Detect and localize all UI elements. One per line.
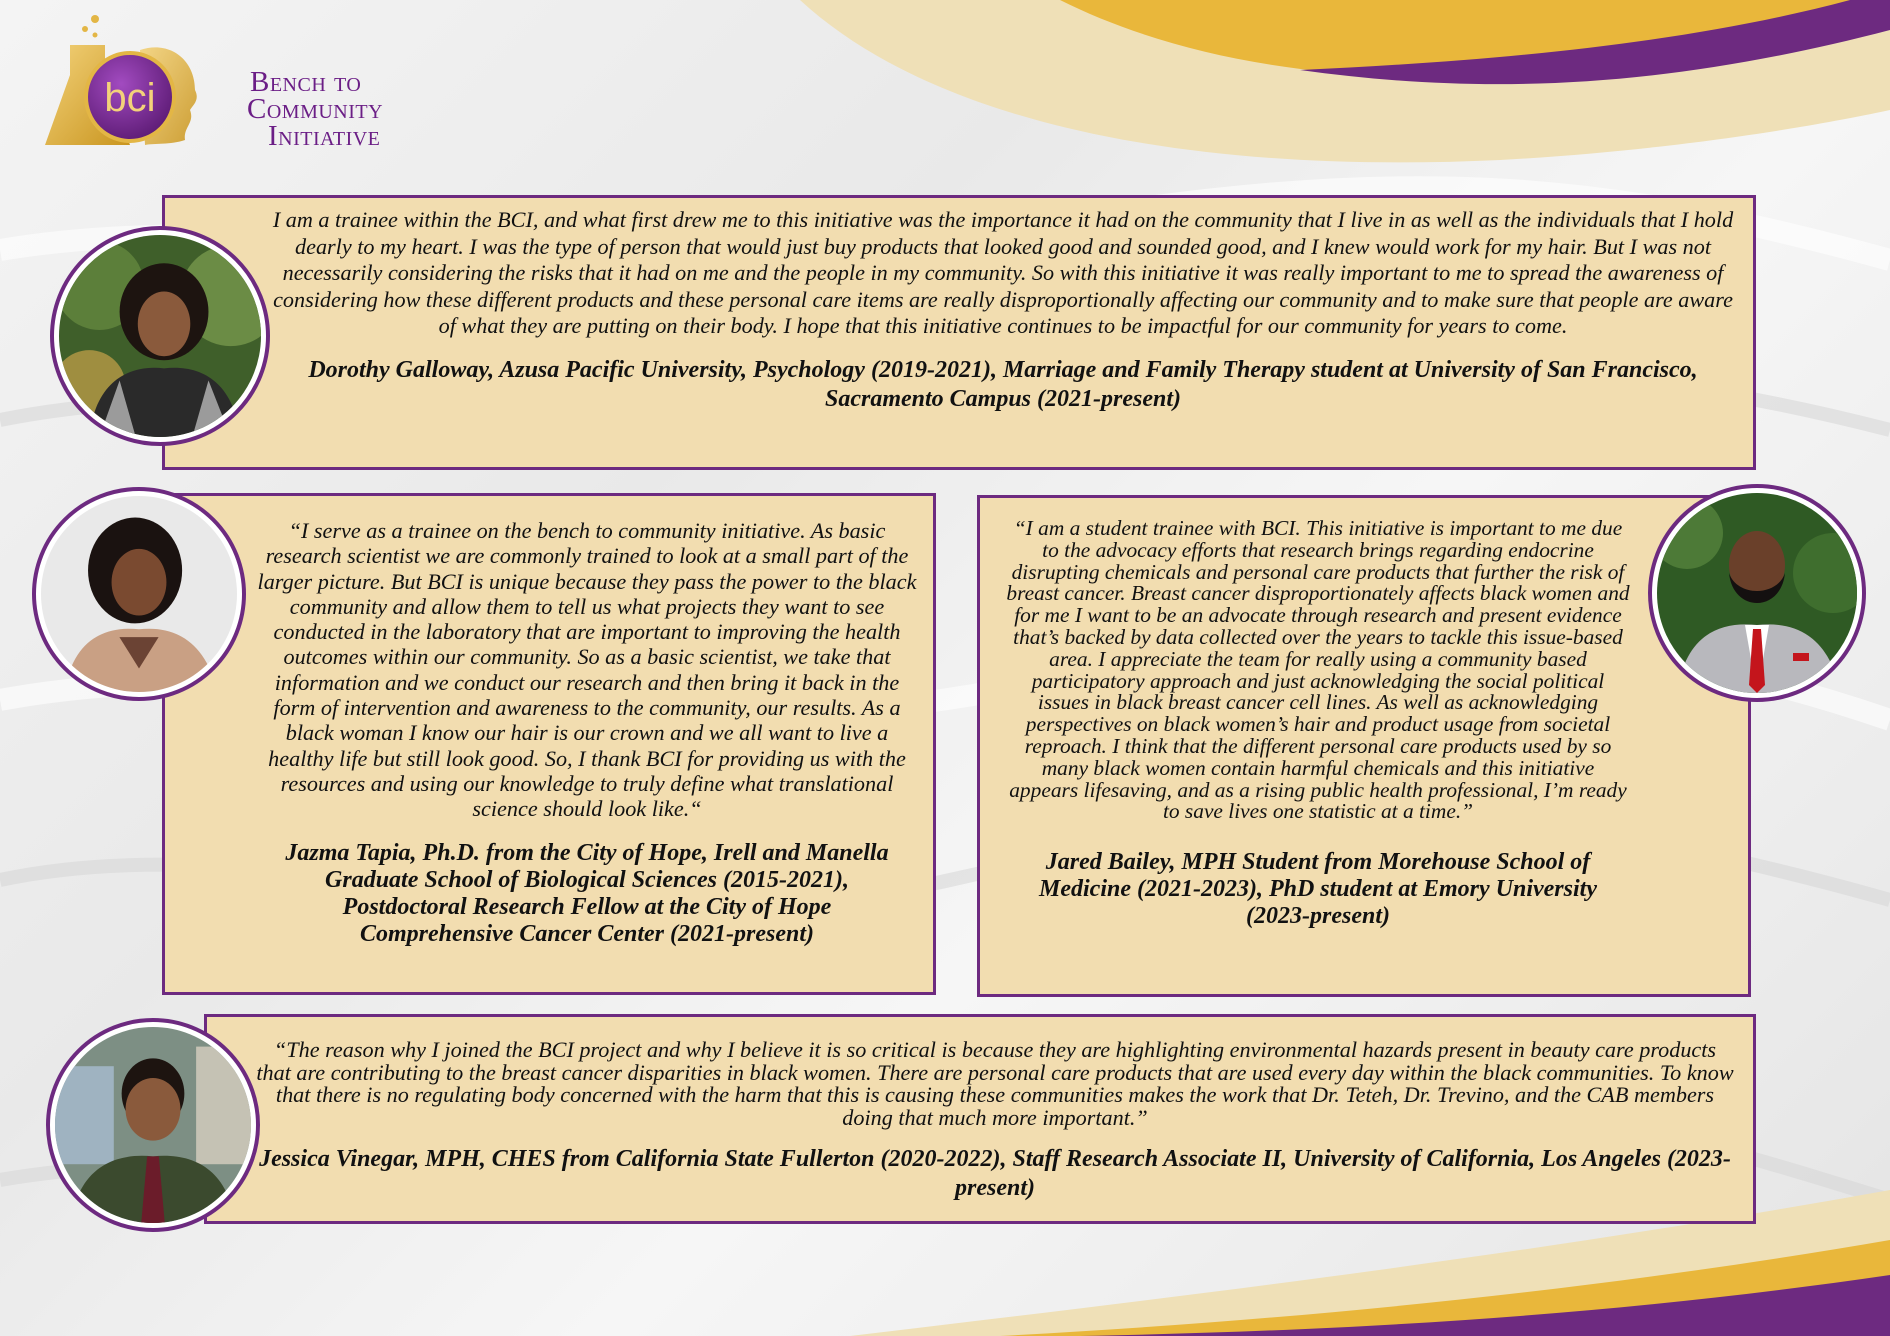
bci-logo-emblem xyxy=(45,5,245,175)
portrait-image xyxy=(55,1027,251,1223)
testimonial-quote: “The reason why I joined the BCI project and why I believe it is so critical is because they are highlighting environmental hazards present in beauty care products that are contributing to the breast cancer disparities in black women. There are personal care products that are used every day within the black communities. To know that there is no regulating body concerned with the harm that this is causing these communities makes the work that Dr. Teteh, Dr. Trevino, and the CAB members doing that much more important.” xyxy=(256,1037,1734,1130)
portrait-image xyxy=(41,496,237,692)
testimonial-card-jessica xyxy=(204,1014,1756,1224)
avatar-dorothy xyxy=(50,226,270,446)
logo-wordmark xyxy=(247,66,384,152)
testimonial-attribution: Dorothy Galloway, Azusa Pacific University, Psychology (2019-2021), Marriage and Family Therapy student at University of San Francisco, Sacramento Campus (2021-present) xyxy=(308,356,1698,412)
testimonial-quote: “I am a student trainee with BCI. This initiative is important to me due to the advocacy efforts that research brings regarding endocrine disrupting chemicals and personal care products that further the risk of breast cancer. Breast cancer disproportionately affects black women and for me I want to be an advocate through research and present evidence that’s backed by data collected over the years to tackle this issue-based area. I appreciate the team for really using a community based participatory approach and just acknowledging the social political issues in black breast cancer cell lines. As well as acknowledging perspectives on black women’s hair and product usage from societal reproach. I think that the different personal care products used by so many black women contain harmful chemicals and this initiative appears lifesaving, and as a rising public health professional, I’m ready to save lives one statistic at a time.” xyxy=(1006,516,1630,824)
bci-badge-text: bci xyxy=(104,76,156,120)
testimonial-card-jazma xyxy=(162,493,936,995)
testimonial-attribution: Jared Bailey, MPH Student from Morehouse School of Medicine (2021-2023), PhD student at Emory University (2023-present) xyxy=(1039,849,1597,930)
portrait-image xyxy=(1657,493,1857,693)
avatar-jared xyxy=(1648,484,1866,702)
testimonial-card-dorothy xyxy=(162,195,1756,470)
testimonial-card-jared xyxy=(977,495,1751,997)
portrait-image xyxy=(59,235,261,437)
logo-line-3: Initiative xyxy=(268,120,381,152)
logo-line-1: Bench to xyxy=(250,66,362,98)
testimonial-attribution: Jessica Vinegar, MPH, CHES from California State Fullerton (2020-2022), Staff Research Associate II, University of California, Los Angeles (2023-present) xyxy=(259,1146,1731,1201)
avatar-jazma xyxy=(32,487,246,701)
testimonial-attribution: Jazma Tapia, Ph.D. from the City of Hope, Irell and Manella Graduate School of Biological Sciences (2015-2021), Postdoctoral Research Fellow at the City of Hope Comprehensive Cancer Center (2021-present) xyxy=(285,839,889,947)
avatar-jessica xyxy=(46,1018,260,1232)
logo-line-2: Community xyxy=(247,93,384,125)
testimonial-quote: I am a trainee within the BCI, and what first drew me to this initiative was the importance it had on the community that I live in as well as the individuals that I hold dearly to my heart. I was the type of person that would just buy products that looked good and sounded good, and I knew would work for my hair. But I was not necessarily considering the risks that it had on me and the people in my community. So with this initiative it was really important to me to spread the awareness of considering how these different products and these personal care items are really disproportionally affecting our community and to make sure that people are aware of what they are putting on their body. I hope that this initiative continues to be impactful for our community for years to come. xyxy=(272,207,1734,338)
testimonial-quote: “I serve as a trainee on the bench to community initiative. As basic research scientist we are commonly trained to look at a small part of the larger picture. But BCI is unique because they pass the power to the black community and allow them to tell us what projects they want to see conducted in the laboratory that are important to improving the health outcomes within our community. So as a basic scientist, we take that information and we conduct our research and then bring it back in the form of intervention and awareness to the community, our results. As a black woman I know our hair is our crown and we all want to live a healthy life but still look good. So, I thank BCI for providing us with the resources and using our knowledge to truly define what translational science should look like.“ xyxy=(257,518,917,822)
bci-logo xyxy=(45,5,465,175)
